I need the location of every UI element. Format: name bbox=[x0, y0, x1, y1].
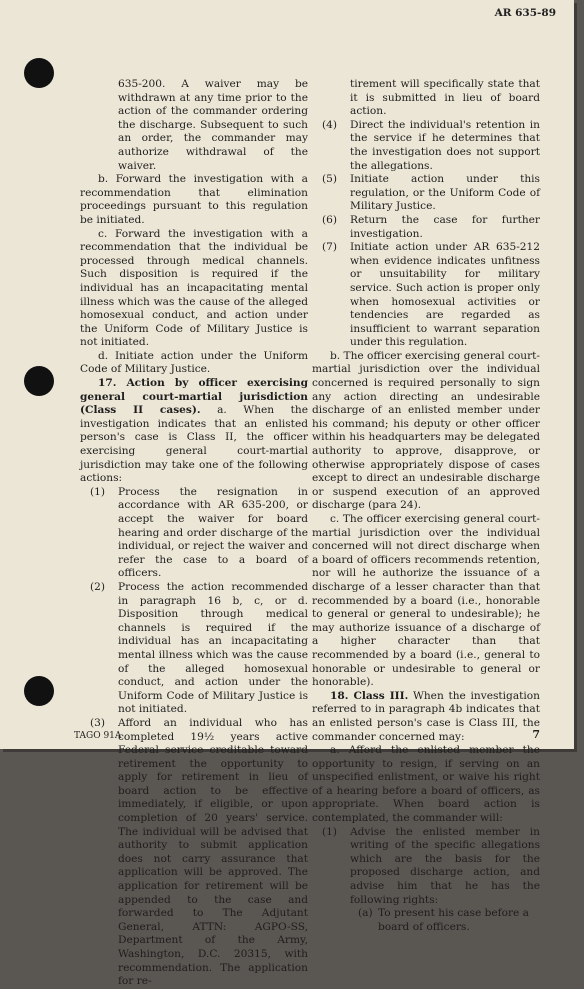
paragraph-16b: b. Forward the investigation with a recommendation that elimination proceedings pursuant to this regulation be initiated. bbox=[80, 173, 308, 226]
list-item-number: (3) bbox=[90, 716, 106, 729]
paragraph-continuation: tirement will specifically state that it is submitted in lieu of board action. bbox=[350, 78, 540, 118]
list-item-number: (4) bbox=[322, 118, 338, 131]
list-item bbox=[322, 241, 540, 350]
binder-hole bbox=[24, 676, 54, 706]
list-item bbox=[322, 826, 540, 908]
right-column bbox=[312, 78, 540, 934]
list-item bbox=[90, 486, 308, 581]
paragraph-18 bbox=[312, 690, 540, 744]
list-item-text: Initiate action under AR 635-212 when evidence indicates unfitness or unsuitability for military service. Such action is proper only when homosexual activities or tendencies are regarded as insufficient to warrant separation under this regulation. bbox=[350, 241, 540, 349]
list-item-text: To present his case before a board of officers. bbox=[378, 907, 529, 933]
list-item-number: (a) bbox=[358, 907, 373, 920]
list-item-text: Advise the enlisted member in writing of the specific allegations which are the basis for the proposed discharge action, and advise him that he has the following rights: bbox=[350, 825, 540, 906]
paragraph-16c: c. Forward the investigation with a recommendation that the individual be processed through medical channels. Such disposition is required if the individual has an incapacitating mental illness which was the cause of the alleged homosexual conduct, and action under the Uniform Code of Military Justice is not initiated. bbox=[80, 227, 308, 349]
paragraph-18-heading: 18. Class III. bbox=[330, 689, 409, 702]
paragraph-17b: b. The officer exercising general court-martial jurisdiction over the individual concerned is required personally to sign any action directing an undesirable discharge of an enlisted member under his command; his deputy or other officer within his headquarters may be delegated authority to approve, disapprove, or otherwise appropriately dispose of cases except to direct an undesirable discharge or suspend execution of an approved discharge (para 24). bbox=[312, 349, 540, 512]
binder-hole bbox=[24, 366, 54, 396]
list-item-text: Process the resignation in accordance with AR 635-200, or accept the waiver for board hearing and order discharge of the individual, or reject the waiver and refer the case to a board of officers. bbox=[118, 485, 308, 580]
paragraph-17-heading: 17. Action by officer exercising general court-martial jurisdiction (Class II cases). bbox=[80, 377, 308, 417]
paragraph-continuation: 635-200. A waiver may be withdrawn at any time prior to the action of the commander ordering the discharge. Subsequent to such an order, the commander may authorize withdrawal of the waiver. bbox=[118, 78, 308, 172]
list-item-text: Return the case for further investigation. bbox=[350, 213, 540, 240]
form-number: TAGO 91A bbox=[74, 731, 122, 741]
paragraph-16d: d. Initiate action under the Uniform Code of Military Justice. bbox=[80, 349, 308, 376]
list-item bbox=[322, 119, 540, 173]
list-item-number: (7) bbox=[322, 241, 338, 254]
binder-hole bbox=[24, 58, 54, 88]
list-item-number: (1) bbox=[322, 825, 338, 838]
document-id: AR 635-89 bbox=[494, 7, 556, 19]
list-item-number: (1) bbox=[90, 485, 106, 498]
list-item bbox=[90, 581, 308, 717]
list-item-number: (2) bbox=[90, 580, 106, 593]
page-number: 7 bbox=[532, 728, 540, 741]
paragraph-18a: a. Afford the enlisted member the opportunity to resign, if serving on an unspecified enlistment, or waive his right of a hearing before a board of officers, as appropriate. When board action is contemplated, the commander will: bbox=[312, 744, 540, 825]
list-item-text: Process the action recommended in paragraph 16 b, c, or d. Disposition through medical channels is required if the individual has an incapacitating mental illness which was the cause of the alleged homosexual conduct, and action under the Uniform Code of Military Justice is not initiated. bbox=[118, 580, 308, 716]
paragraph-17 bbox=[80, 377, 308, 486]
list-item bbox=[322, 214, 540, 241]
paragraph-18-body: When the investigation referred to in paragraph 4b indicates that an enlisted person's case is Class III, the commander concerned may: bbox=[312, 689, 540, 743]
list-item-text: Afford an individual who has completed 19½ years active Federal service creditable toward retirement the opportunity to apply for retirement in lieu of board action to be effective immediately, if eligible, or upon completion of 20 years' service. The individual will be advised that authority to submit application does not carry assurance that application will be approved. The application for retirement will be appended to the case and forwarded to The Adjutant General, ATTN: AGPO-SS, Department of the Army, Washington, D.C. 20315, with recommendation. The application for re- bbox=[118, 716, 308, 988]
list-item-text: Direct the individual's retention in the service if he determines that the investigation does not support the allegations. bbox=[350, 118, 540, 172]
left-column bbox=[80, 78, 308, 989]
sub-list-item bbox=[358, 907, 540, 934]
list-item-number: (6) bbox=[322, 213, 338, 226]
paragraph-17-body: a. When the investigation indicates that an enlisted person's case is Class II, the officer exercising general court-martial jurisdiction may take one of the following actions: bbox=[80, 404, 308, 485]
list-item bbox=[322, 173, 540, 214]
list-item bbox=[90, 717, 308, 989]
paragraph-17c: c. The officer exercising general court-martial jurisdiction over the individual concerned will not direct discharge when a board of officers recommends retention, nor will he authorize the issuance of a discharge of a lesser character than that recommended by a board (i.e., honorable to general or general to undesirable); he may authorize issuance of a discharge of a higher character than that recommended by a board (i.e., general to honorable or undesirable to general or honorable). bbox=[312, 513, 540, 689]
list-item-text: Initiate action under this regulation, or the Uniform Code of Military Justice. bbox=[350, 173, 540, 213]
list-item-number: (5) bbox=[322, 173, 338, 186]
